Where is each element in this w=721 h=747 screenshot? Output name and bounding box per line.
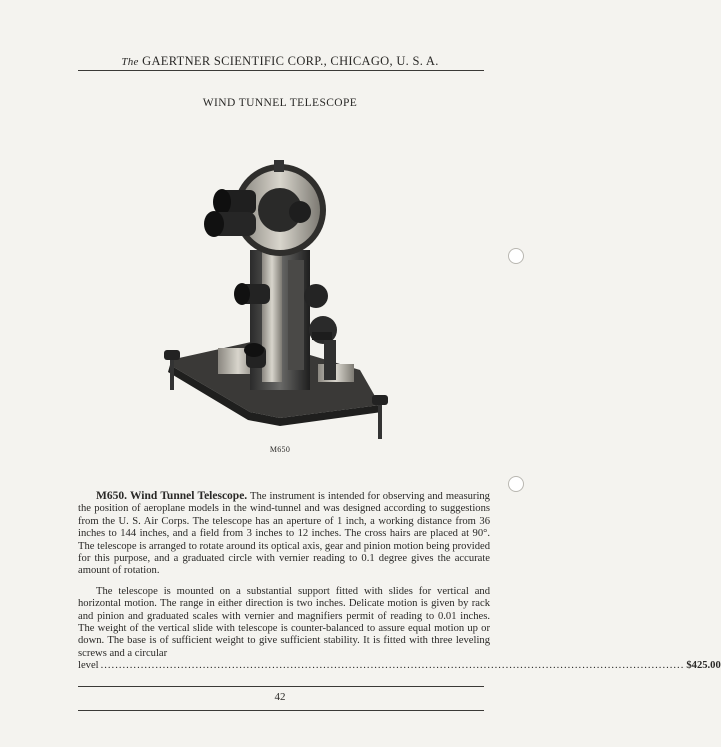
paragraph-1 [78, 490, 490, 578]
header-company: GAERTNER SCIENTIFIC CORP., CHICAGO, U. S. A. [142, 54, 439, 68]
last-word: level [78, 660, 99, 672]
punch-hole-lower [508, 476, 524, 492]
paragraph-1-text: The instrument is intended for observing and measuring the position of aeroplane models in the wind-tunnel and was designed according to suggestions from the U. S. Air Corps. The telescope has an aperture of 1 inch, a working distance from 36 inches to 144 inches, and a field from 3 inches to 12 inches. The cross hairs are placed at 90°. The telescope is arranged to rotate around its optical axis, gear and pinion motion being provided for this purpose, and a graduated circle with vernier reading to 0.1 degree gives the accurate amount of rotation. [78, 491, 490, 577]
paragraph-2-text: The telescope is mounted on a substantial support fitted with slides for vertical and horizontal motion. The range in either direction is two inches. Delicate motion is given by rack and pinion and graduated scales with vernier and magnifiers permit of reading to 0.01 inches. The weight of the vertical slide with telescope is counter-balanced to assure equal motion up or down. The base is of sufficient weight to give sufficient stability. It is fitted with three leveling screws and a circular [78, 585, 490, 659]
telescope-illustration [150, 150, 400, 450]
page-header [80, 54, 480, 69]
price: $425.00 [686, 660, 721, 672]
page-number: 42 [274, 691, 286, 703]
header-prefix: The [121, 56, 139, 68]
article-body [78, 490, 721, 673]
price-line [78, 660, 721, 672]
page-title: WIND TUNNEL TELESCOPE [202, 97, 358, 109]
figure-caption: M650 [269, 445, 291, 454]
footer-rule-bottom [78, 710, 484, 711]
footer-rule-top [78, 686, 484, 687]
punch-hole-upper [508, 248, 524, 264]
article-lead: M650. Wind Tunnel Telescope. [96, 490, 248, 502]
paragraph-2 [78, 586, 490, 660]
header-rule [78, 70, 484, 71]
dot-leader: ................................................................................................................................................................ [100, 660, 685, 672]
